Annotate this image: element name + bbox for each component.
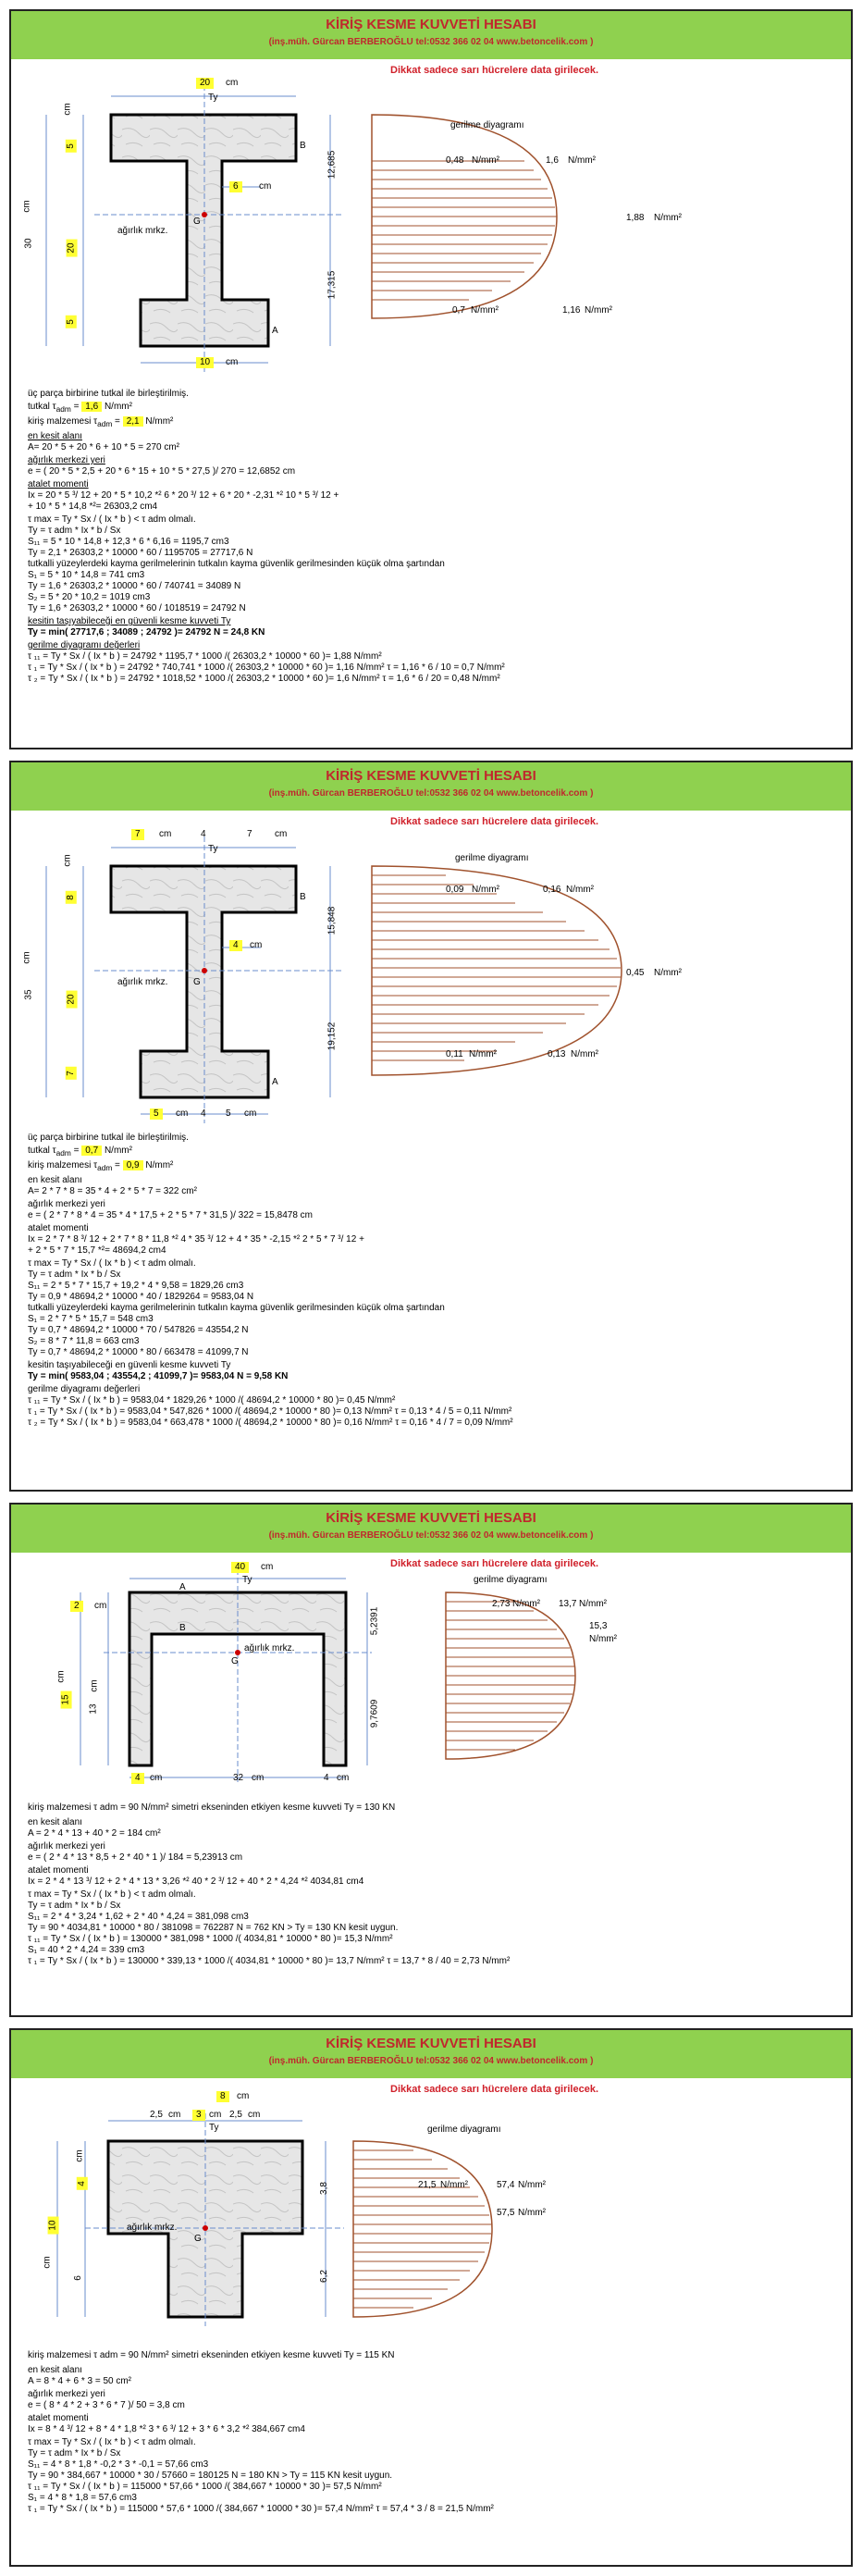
calc-line: τ ₁ = Ty * Sx / ( Ix * b ) = 115000 * 57,6 * 1000 /( 384,667 * 10000 * 30 )= 57,4 N/mm² τ = 57,4 * 3 / 8 = 21,5 N/mm²	[28, 2504, 494, 2514]
point-b-label: B	[179, 1623, 186, 1633]
stress-unit: N/mm²	[471, 305, 499, 316]
glue-stress-input[interactable]: 0,7	[81, 1146, 102, 1156]
calc-result-line: Ty = min( 27717,6 ; 34089 ; 24792 )= 24792 N = 24,8 KN	[28, 627, 265, 638]
calc-line: üç parça birbirine tutkal ile birleştirilmiş.	[28, 1133, 189, 1143]
unit-cm: cm	[62, 854, 73, 867]
sheet-title: KİRİŞ KESME KUVVETİ HESABI	[326, 2036, 536, 2051]
calc-line: τ ₁ = Ty * Sx / ( Ix * b ) = 9583,04 * 547,826 * 1000 /( 48694,2 * 10000 * 80 )= 0,13 N/mm² τ = 0,13 * 4 / 5 = 0,11 N/mm²	[28, 1406, 512, 1417]
beam-section-diagram-3	[11, 1505, 853, 1782]
dim-top-left[interactable]: 7	[131, 829, 144, 840]
dim-total-height[interactable]: 10	[48, 2216, 59, 2234]
stress-unit: N/mm²	[512, 1599, 540, 1609]
dim-leg-inner: 13	[88, 1703, 99, 1715]
unit-cm: cm	[62, 103, 73, 116]
dim-centroid-up: 3,8	[318, 2182, 329, 2195]
unit-cm: cm	[21, 200, 32, 213]
stress-value: 1,16	[562, 305, 581, 316]
calc-line: Ty = 1,6 * 26303,2 * 10000 * 60 / 740741 = 34089 N	[28, 581, 241, 591]
unit-cm: cm	[275, 829, 288, 839]
calc-line: Ty = 0,9 * 48694,2 * 10000 * 40 / 1829264 = 9583,04 N	[28, 1292, 254, 1302]
stress-value: 21,5	[418, 2180, 437, 2190]
calc-heading: ağırlık merkezi yeri	[28, 455, 105, 465]
calc-line: üç parça birbirine tutkal ile birleştirilmiş.	[28, 389, 189, 399]
centroid-point-label: G	[231, 1656, 239, 1666]
stress-value: 0,45	[626, 968, 645, 978]
sheet-subtitle: (inş.müh. Gürcan BERBEROĞLU tel:0532 366 02 04 www.betoncelik.com )	[268, 37, 594, 47]
dim-leg-height[interactable]: 15	[61, 1690, 72, 1708]
stress-value: 57,5	[497, 2208, 515, 2218]
calc-line: S₂ = 5 * 20 * 10,2 = 1019 cm3	[28, 592, 151, 602]
unit-cm: cm	[226, 78, 239, 88]
stress-unit: N/mm²	[654, 213, 682, 223]
calc-line: τ max = Ty * Sx / ( Ix * b ) < τ adm olmalı.	[28, 514, 196, 525]
calc-line: A = 2 * 4 * 13 + 40 * 2 = 184 cm²	[28, 1828, 161, 1839]
material-stress-input[interactable]: 0,9	[123, 1160, 143, 1170]
calc-heading: atalet momenti	[28, 2413, 89, 2423]
calc-line: tutkalli yüzeylerdeki kayma gerilmelerinin tutkalın kayma güvenlik gerilmesinden küçük olma şartından	[28, 559, 445, 569]
dim-centroid-down: 17,315	[326, 270, 338, 300]
unit-cm: cm	[21, 951, 32, 964]
calc-line: Ty = τ adm * Ix * b / Sx	[28, 526, 121, 536]
unit-cm: cm	[261, 1562, 274, 1572]
dim-right-overhang: 2,5	[229, 2110, 242, 2120]
sheet-1	[9, 9, 853, 749]
beam-section-diagram-4	[11, 2030, 853, 2326]
dim-web-width[interactable]: 6	[229, 181, 242, 192]
calc-line: τ ₁₁ = Ty * Sx / ( Ix * b ) = 115000 * 57,66 * 1000 /( 384,667 * 10000 * 30 )= 57,5 N/mm²	[28, 2482, 382, 2492]
calc-line: Ix = 8 * 4 ³/ 12 + 8 * 4 * 1,8 *² 3 * 6 ³/ 12 + 3 * 6 * 3,2 *² 384,667 cm4	[28, 2424, 305, 2434]
diagram-label: gerilme diyagramı	[474, 1575, 548, 1585]
calc-line: τ ₁₁ = Ty * Sx / ( Ix * b ) = 24792 * 1195,7 * 1000 /( 26303,2 * 10000 * 60 )= 1,88 N/mm²	[28, 651, 382, 662]
calc-line: S₁ = 4 * 8 * 1,8 = 57,6 cm3	[28, 2493, 137, 2503]
dim-web-height[interactable]: 20	[67, 239, 78, 256]
dim-left-wall[interactable]: 4	[131, 1773, 144, 1784]
dim-web-top: 4	[201, 829, 206, 839]
stress-unit: N/mm²	[579, 1599, 607, 1609]
input-warning: Dikkat sadece sarı hücrelere data girilecek.	[390, 65, 599, 76]
stress-value: 0,09	[446, 885, 464, 895]
sheet-subtitle: (inş.müh. Gürcan BERBEROĞLU tel:0532 366 02 04 www.betoncelik.com )	[268, 788, 594, 799]
calc-line: τ ₁ = Ty * Sx / ( Ix * b ) = 24792 * 740,741 * 1000 /( 26303,2 * 10000 * 60 )= 1,16 N/mm² τ = 1,16 * 6 / 10 = 0,7 N/mm²	[28, 663, 505, 673]
calc-line: tutkal $\tau_{adm} = 0,7$ N/mm²	[28, 1146, 132, 1158]
stress-unit: N/mm²	[571, 1049, 598, 1059]
stress-unit: N/mm²	[568, 155, 596, 166]
calc-line: A= 20 * 5 + 20 * 6 + 10 * 5 = 270 cm²	[28, 442, 179, 452]
calc-heading: atalet momenti	[28, 479, 89, 489]
calc-heading: ağırlık merkezi yeri	[28, 1841, 105, 1852]
shear-force-label: Ty	[208, 844, 218, 854]
input-warning: Dikkat sadece sarı hücrelere data girilecek.	[390, 816, 599, 827]
calc-heading: en kesit alanı	[28, 431, 82, 441]
calc-line: e = ( 20 * 5 * 2,5 + 20 * 6 * 15 + 10 * 5 * 27,5 )/ 270 = 12,6852 cm	[28, 466, 296, 477]
unit-cm: cm	[252, 1773, 265, 1783]
calc-line: τ ₁₁ = Ty * Sx / ( Ix * b ) = 130000 * 381,098 * 1000 /( 4034,81 * 10000 * 80 )= 15,3 N/mm²	[28, 1934, 393, 1944]
calc-line: Ty = τ adm * Ix * b / Sx	[28, 1269, 121, 1280]
stress-value: 0,7	[452, 305, 465, 316]
calc-line: Ty = 0,7 * 48694,2 * 10000 * 70 / 547826 = 43554,2 N	[28, 1325, 249, 1335]
dim-top-right: 7	[247, 829, 252, 839]
stress-unit: N/mm²	[472, 885, 499, 895]
calc-line: S₁₁ = 5 * 10 * 14,8 + 12,3 * 6 * 6,16 = 1195,7 cm3	[28, 537, 229, 547]
sheet-subtitle: (inş.müh. Gürcan BERBEROĞLU tel:0532 366 02 04 www.betoncelik.com )	[268, 2056, 594, 2066]
calc-heading: gerilme diyagramı değerleri	[28, 640, 141, 650]
stress-value: 0,48	[446, 155, 464, 166]
centroid-label: ağırlık mrkz.	[244, 1643, 295, 1653]
dim-bottom-left[interactable]: 5	[150, 1108, 163, 1120]
calc-heading: ağırlık merkezi yeri	[28, 2389, 105, 2399]
calc-result-line: Ty = min( 9583,04 ; 43554,2 ; 41099,7 )= 9583,04 N = 9,58 KN	[28, 1371, 289, 1381]
stress-value: 13,7	[559, 1599, 577, 1609]
stress-unit: N/mm²	[440, 2180, 468, 2190]
dim-top-height[interactable]: 4	[77, 2177, 88, 2190]
input-warning: Dikkat sadece sarı hücrelere data girilecek.	[390, 1558, 599, 1569]
unit-cm: cm	[244, 1108, 257, 1119]
calc-line: S₁₁ = 4 * 8 * 1,8 * -0,2 * 3 * -0,1 = 57,66 cm3	[28, 2459, 209, 2470]
sheet-title: KİRİŞ KESME KUVVETİ HESABI	[326, 768, 536, 784]
calc-line: A = 8 * 4 + 6 * 3 = 50 cm²	[28, 2376, 132, 2386]
centroid-label: ağırlık mrkz.	[127, 2223, 178, 2233]
calc-line: tutkalli yüzeylerdeki kayma gerilmelerinin tutkalın kayma güvenlik gerilmesinden küçük olma şartından	[28, 1303, 445, 1313]
stress-unit: N/mm²	[566, 885, 594, 895]
calc-line: S₂ = 8 * 7 * 11,8 = 663 cm3	[28, 1336, 140, 1346]
stress-unit: N/mm²	[469, 1049, 497, 1059]
dim-bottom-right: 5	[226, 1108, 231, 1119]
point-a-label: A	[272, 326, 278, 336]
stress-value: 57,4	[497, 2180, 515, 2190]
dim-flange-thickness[interactable]: 2	[70, 1601, 83, 1612]
sheet-title: KİRİŞ KESME KUVVETİ HESABI	[326, 17, 536, 32]
unit-cm: cm	[209, 2110, 222, 2120]
unit-cm: cm	[150, 1773, 163, 1783]
unit-cm: cm	[89, 1679, 100, 1692]
stress-value: 0,16	[543, 885, 561, 895]
beam-section-diagram-2	[11, 762, 853, 1133]
calc-line: S₁₁ = 2 * 5 * 7 * 15,7 + 19,2 * 4 * 9,58 = 1829,26 cm3	[28, 1281, 244, 1291]
calc-line: e = ( 2 * 4 * 13 * 8,5 + 2 * 40 * 1 )/ 184 = 5,23913 cm	[28, 1852, 243, 1863]
dim-right-wall: 4	[324, 1773, 329, 1783]
dim-top-width[interactable]: 40	[231, 1562, 249, 1573]
calc-line: Ty = τ adm * Ix * b / Sx	[28, 2448, 121, 2458]
diagram-label: gerilme diyagramı	[450, 120, 524, 130]
point-a-label: A	[272, 1077, 278, 1087]
dim-top-width[interactable]: 8	[216, 2091, 229, 2102]
calc-line: τ ₂ = Ty * Sx / ( Ix * b ) = 9583,04 * 663,478 * 1000 /( 48694,2 * 10000 * 80 )= 0,16 N/mm² τ = 0,16 * 4 / 7 = 0,09 N/mm²	[28, 1418, 513, 1428]
calc-line: Ty = 0,7 * 48694,2 * 10000 * 80 / 663478 = 41099,7 N	[28, 1347, 249, 1357]
sheet-2	[9, 761, 853, 1492]
calc-heading: en kesit alanı	[28, 1817, 82, 1827]
calc-heading: kesitin taşıyabileceği en güvenli kesme kuvveti Ty	[28, 1360, 231, 1370]
dim-centroid-up: 12,685	[326, 150, 338, 180]
calc-line: + 2 * 5 * 7 * 15,7 *²= 48694,2 cm4	[28, 1245, 166, 1256]
point-a-label: A	[179, 1582, 186, 1592]
unit-cm: cm	[259, 181, 272, 192]
unit-cm: cm	[237, 2091, 250, 2101]
dim-centroid-up: 15,848	[326, 906, 338, 935]
calc-line: τ max = Ty * Sx / ( Ix * b ) < τ adm olmalı.	[28, 1889, 196, 1900]
dim-centroid-down: 9,7609	[369, 1699, 380, 1728]
calc-line: Ix = 20 * 5 ³/ 12 + 20 * 5 * 10,2 *² 6 * 20 ³/ 12 + 6 * 20 * -2,31 *² 10 * 5 ³/ 12 +	[28, 490, 339, 501]
stress-unit: N/mm²	[654, 968, 682, 978]
dim-top-height[interactable]: 5	[66, 140, 77, 153]
dim-web-width[interactable]: 3	[192, 2110, 205, 2121]
dim-centroid-up: 5,2391	[369, 1606, 380, 1636]
stress-unit: N/mm²	[518, 2180, 546, 2190]
stress-value: 1,88	[626, 213, 645, 223]
dim-web-height[interactable]: 20	[67, 990, 78, 1008]
calc-line: Ty = 1,6 * 26303,2 * 10000 * 60 / 1018519 = 24792 N	[28, 603, 246, 613]
calc-line: e = ( 8 * 4 * 2 + 3 * 6 * 7 )/ 50 = 3,8 cm	[28, 2400, 185, 2410]
calc-line: S₁ = 2 * 7 * 5 * 15,7 = 548 cm3	[28, 1314, 154, 1324]
sheet-3	[9, 1503, 853, 2017]
calc-line: Ty = τ adm * Ix * b / Sx	[28, 1901, 121, 1911]
point-b-label: B	[300, 141, 306, 151]
calc-heading: en kesit alanı	[28, 2365, 82, 2375]
dim-web-height: 6	[72, 2275, 83, 2281]
calc-line: Ix = 2 * 4 * 13 ³/ 12 + 2 * 4 * 13 * 3,26 *² 40 * 2 ³/ 12 + 40 * 2 * 4,24 *² 4034,81 cm4	[28, 1876, 364, 1887]
calc-line: kiriş malzemesi τ adm = 90 N/mm² simetri ekseninden etkiyen kesme kuvveti Ty = 115 KN	[28, 2350, 395, 2360]
calc-line: kiriş malzemesi $\tau_{adm} = 2,1$ N/mm²	[28, 416, 174, 428]
calc-line: Ty = 90 * 4034,81 * 10000 * 80 / 381098 = 762287 N = 762 KN > Ty = 130 KN kesit uygun.	[28, 1923, 399, 1933]
stress-value: 0,11	[446, 1049, 463, 1059]
calc-heading: en kesit alanı	[28, 1175, 82, 1185]
centroid-point-label: G	[193, 977, 201, 987]
stress-value: 15,3	[589, 1621, 608, 1631]
centroid-label: ağırlık mrkz.	[117, 226, 168, 236]
calc-line: τ ₁₁ = Ty * Sx / ( Ix * b ) = 9583,04 * 1829,26 * 1000 /( 48694,2 * 10000 * 80 )= 0,45 N/mm²	[28, 1395, 396, 1406]
dim-web-bottom: 4	[201, 1108, 206, 1119]
calc-line: S₁₁ = 2 * 4 * 3,24 * 1,62 + 2 * 40 * 4,24 = 381,098 cm3	[28, 1912, 249, 1922]
calc-line: Ix = 2 * 7 * 8 ³/ 12 + 2 * 7 * 8 * 11,8 *² 4 * 35 ³/ 12 + 4 * 35 * -2,15 *² 2 * 5 * 7 ³/ 12 +	[28, 1234, 364, 1245]
unit-cm: cm	[74, 2149, 85, 2162]
unit-cm: cm	[55, 1670, 67, 1683]
dim-total-height: 35	[23, 989, 34, 1000]
calc-line: τ ₂ = Ty * Sx / ( Ix * b ) = 24792 * 1018,52 * 1000 /( 26303,2 * 10000 * 60 )= 1,6 N/mm² τ = 1,6 * 6 / 20 = 0,48 N/mm²	[28, 674, 500, 684]
beam-section-diagram-1	[11, 11, 853, 381]
sheet-4	[9, 2028, 853, 2567]
centroid-label: ağırlık mrkz.	[117, 977, 168, 987]
dim-bottom-width[interactable]: 10	[196, 357, 214, 368]
shear-force-label: Ty	[208, 93, 218, 103]
centroid-point-label: G	[193, 217, 201, 227]
dim-centroid-down: 6,2	[318, 2270, 329, 2283]
unit-cm: cm	[42, 2256, 53, 2269]
calc-heading: kesitin taşıyabileceği en güvenli kesme kuvveti Ty	[28, 616, 231, 626]
stress-unit: N/mm²	[518, 2208, 546, 2218]
unit-cm: cm	[226, 357, 239, 367]
glue-stress-input[interactable]: 1,6	[81, 402, 102, 412]
calc-heading: atalet momenti	[28, 1865, 89, 1876]
stress-value: 0,13	[548, 1049, 566, 1059]
shear-force-label: Ty	[242, 1575, 252, 1585]
calc-line: S₁ = 40 * 2 * 4,24 = 339 cm3	[28, 1945, 145, 1955]
point-b-label: B	[300, 892, 306, 902]
calc-line: S₁ = 5 * 10 * 14,8 = 741 cm3	[28, 570, 145, 580]
calc-line: τ max = Ty * Sx / ( Ix * b ) < τ adm olmalı.	[28, 1258, 196, 1269]
unit-cm: cm	[248, 2110, 261, 2120]
calc-heading: atalet momenti	[28, 1223, 89, 1233]
dim-total-height: 30	[23, 238, 34, 249]
dim-web-width[interactable]: 4	[229, 940, 242, 951]
unit-cm: cm	[176, 1108, 189, 1119]
material-stress-input[interactable]: 2,1	[123, 416, 143, 427]
calc-line: τ max = Ty * Sx / ( Ix * b ) < τ adm olmalı.	[28, 2437, 196, 2447]
calc-line: e = ( 2 * 7 * 8 * 4 = 35 * 4 * 17,5 + 2 * 5 * 7 * 31,5 )/ 322 = 15,8478 cm	[28, 1210, 313, 1220]
calc-line: kiriş malzemesi τ adm = 90 N/mm² simetri ekseninden etkiyen kesme kuvveti Ty = 130 KN	[28, 1802, 396, 1813]
dim-top-width[interactable]: 20	[196, 78, 214, 89]
stress-value: 1,6	[546, 155, 559, 166]
calc-heading: ağırlık merkezi yeri	[28, 1199, 105, 1209]
diagram-label: gerilme diyagramı	[427, 2124, 501, 2135]
stress-unit: N/mm²	[472, 155, 499, 166]
calc-line: Ty = 90 * 384,667 * 10000 * 30 / 57660 = 180125 N = 180 KN > Ty = 115 KN kesit uygun.	[28, 2471, 393, 2481]
dim-top-height[interactable]: 8	[66, 891, 77, 904]
unit-cm: cm	[159, 829, 172, 839]
dim-gap: 32	[233, 1773, 244, 1783]
input-warning: Dikkat sadece sarı hücrelere data girilecek.	[390, 2084, 599, 2095]
stress-value: 2,73	[492, 1599, 511, 1609]
centroid-point-label: G	[194, 2234, 202, 2244]
unit-cm: cm	[250, 940, 263, 950]
unit-cm: cm	[337, 1773, 350, 1783]
unit-cm: cm	[94, 1601, 107, 1611]
calc-line: Ty = 2,1 * 26303,2 * 10000 * 60 / 1195705 = 27717,6 N	[28, 548, 253, 558]
unit-cm: cm	[168, 2110, 181, 2120]
dim-centroid-down: 19,152	[326, 1022, 338, 1051]
stress-unit: N/mm²	[589, 1634, 617, 1644]
sheet-subtitle: (inş.müh. Gürcan BERBEROĞLU tel:0532 366 02 04 www.betoncelik.com )	[268, 1530, 594, 1541]
diagram-label: gerilme diyagramı	[455, 853, 529, 863]
calc-line: + 10 * 5 * 14,8 *²= 26303,2 cm4	[28, 502, 158, 512]
sheet-title: KİRİŞ KESME KUVVETİ HESABI	[326, 1510, 536, 1526]
dim-left-overhang: 2,5	[150, 2110, 163, 2120]
dim-bottom-height[interactable]: 5	[66, 316, 77, 328]
shear-force-label: Ty	[209, 2123, 219, 2133]
calc-line: τ ₁ = Ty * Sx / ( Ix * b ) = 130000 * 339,13 * 1000 /( 4034,81 * 10000 * 80 )= 13,7 N/mm² τ = 13,7 * 8 / 40 = 2,73 N/mm²	[28, 1956, 511, 1966]
calc-line: kiriş malzemesi $\tau_{adm} = 0,9$ N/mm²	[28, 1160, 174, 1172]
calc-line: A= 2 * 7 * 8 = 35 * 4 + 2 * 5 * 7 = 322 cm²	[28, 1186, 197, 1196]
calc-heading: gerilme diyagramı değerleri	[28, 1384, 141, 1394]
calc-line: tutkal $\tau_{adm} = 1,6$ N/mm²	[28, 402, 132, 414]
dim-bottom-height[interactable]: 7	[66, 1067, 77, 1080]
stress-unit: N/mm²	[585, 305, 612, 316]
